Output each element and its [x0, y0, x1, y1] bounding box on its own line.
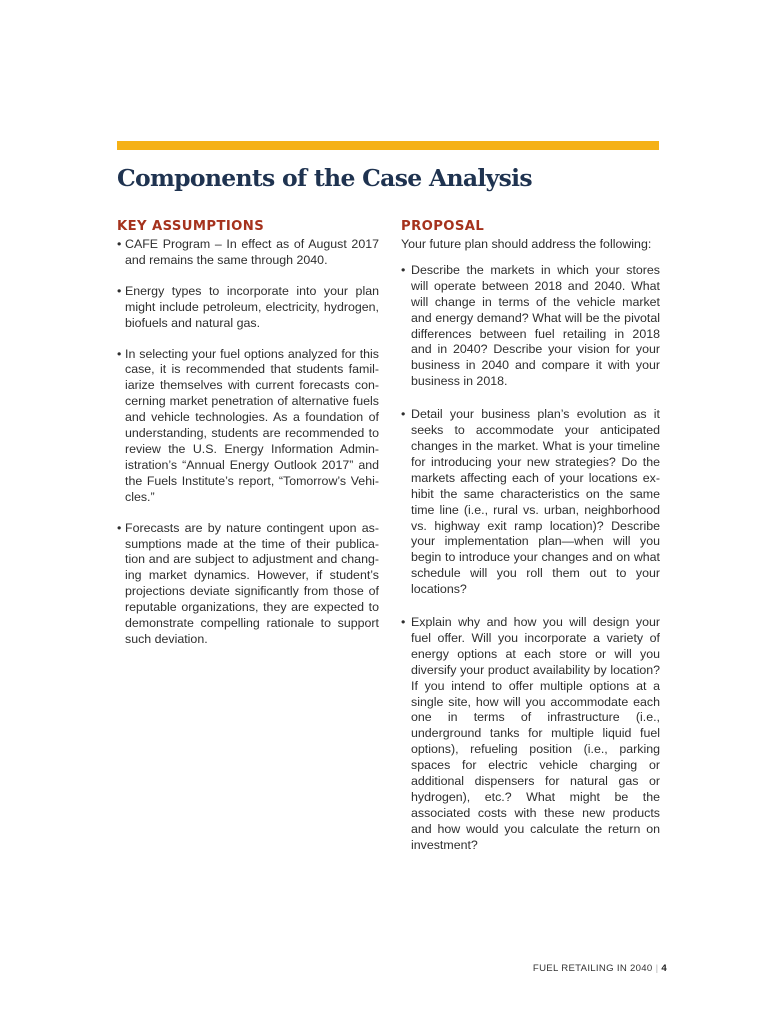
- key-assumptions-heading: KEY ASSUMPTIONS: [117, 219, 265, 234]
- list-item: [117, 237, 379, 269]
- bullet-icon: •: [401, 407, 406, 422]
- list-item-text: Describe the markets in which your stores will operate between 2018 and 2040. What will change in terms of the vehicle market and energy demand? What will be the pivotal differences between fuel retailing in 2018 and in 2040? Describe your vision for your business in 2040 and compare it with your business in 2018.: [411, 262, 660, 389]
- page-number: 4: [661, 963, 667, 974]
- key-assumptions-list: [117, 237, 379, 648]
- list-item: [117, 347, 379, 506]
- list-item-text: CAFE Program – In effect as of August 2017 and remains the same through 2040.: [125, 237, 379, 267]
- bullet-icon: •: [117, 283, 122, 298]
- bullet-icon: •: [401, 262, 406, 277]
- list-item-text: Explain why and how you will design your fuel offer. Will you incorporate a variety of energy options at each store or will you diversify your product availability by location? If you intend to offer multiple options at a single site, how will you accommodate each one in terms of infrastructure (i.e., underground tanks for multiple liquid fuel options), refueling position (i.e., parking spaces for electric vehicle charging or additional dispensers for natural gas or hydrogen), etc.? What might be the associated costs with these new products and how would you calculate the return on investment?: [411, 615, 660, 852]
- bullet-icon: •: [117, 237, 122, 251]
- key-assumptions-section: [117, 219, 379, 663]
- list-item: [401, 615, 660, 854]
- bullet-icon: •: [401, 615, 406, 630]
- list-item-text: Energy types to incorporate into your plan might include petroleum, electricity, hydrogen, biofuels and natural gas.: [125, 283, 379, 330]
- accent-rule: [117, 141, 659, 150]
- list-item: [401, 263, 660, 390]
- list-item: [117, 284, 379, 332]
- bullet-icon: •: [117, 346, 122, 361]
- footer-separator: |: [655, 963, 659, 974]
- list-item-text: Forecasts are by nature contingent upon assumptions made at the time of their publication and are subject to adjustment and changing market dynamics. However, if student’s projections deviate significantly from those of reputable organizations, they are expected to demonstrate compelling rationale to support such deviation.: [125, 520, 379, 646]
- page-footer: [533, 963, 667, 974]
- page-title: Components of the Case Analysis: [117, 164, 532, 192]
- list-item: [401, 407, 660, 598]
- bullet-icon: •: [117, 520, 122, 535]
- list-item-text: Detail your business plan’s evolution as it seeks to accommodate your anticipated changes in the market. What is your timeline for introducing your new strategies? Do the markets affecting each of your locations exhibit the same characteristics on the same time line (i.e., rural vs. urban, neighborhood vs. highway exit ramp location)? Describe your implementation plan—when will you begin to introduce your changes and on what schedule will you roll them out to your locations?: [411, 407, 660, 597]
- proposal-intro: Your future plan should address the following:: [401, 237, 652, 251]
- list-item: [117, 521, 379, 648]
- list-item-text: In selecting your fuel options analyzed for this case, it is recommended that students familiarize themselves with current forecasts concerning market penetration of alternative fuels and vehicle technologies. As a foundation of understanding, students are recommended to review the U.S. Energy Information Administration’s “Annual Energy Outlook 2017” and the Fuels Institute’s report, “Tomorrow’s Vehicles.”: [125, 346, 379, 504]
- proposal-section: [401, 219, 660, 871]
- footer-title: FUEL RETAILING IN 2040: [532, 963, 653, 974]
- proposal-list: [401, 263, 660, 854]
- proposal-heading: PROPOSAL: [401, 219, 485, 234]
